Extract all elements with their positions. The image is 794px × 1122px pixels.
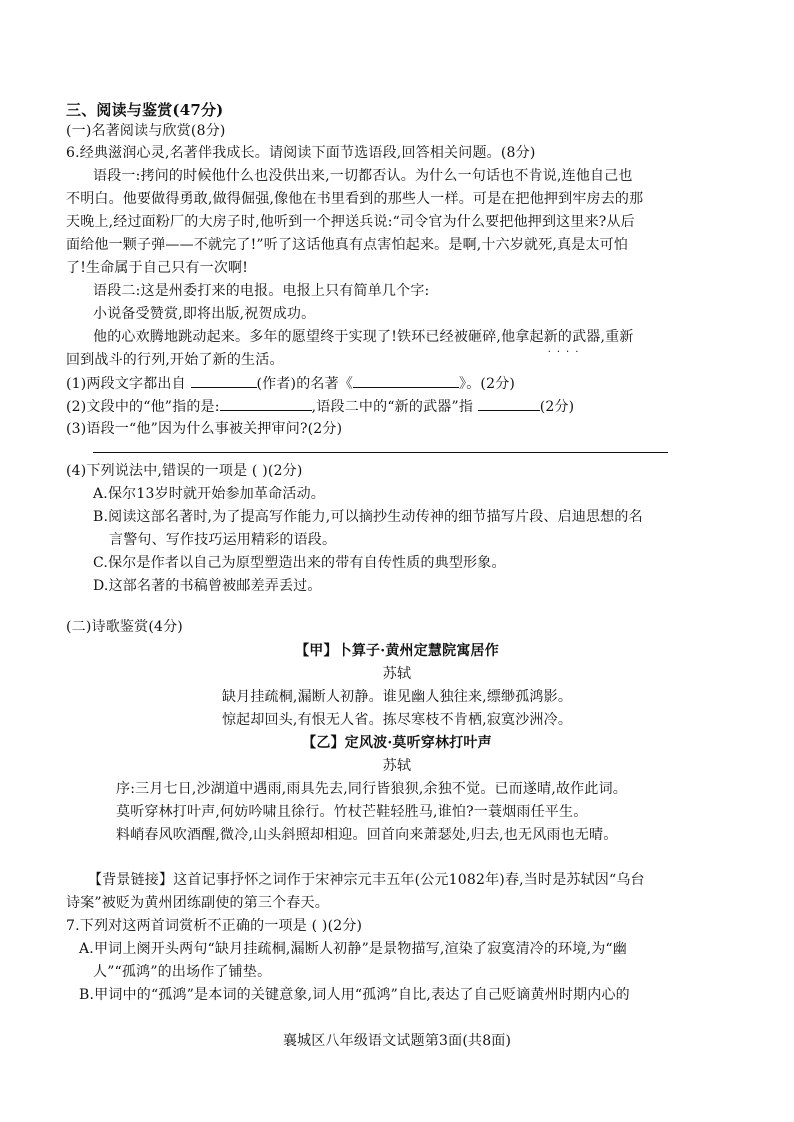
passage2-text: ,重新 bbox=[600, 329, 634, 345]
passage2-line: 回到战斗的行列,开始了新的生活。 bbox=[66, 352, 284, 368]
passage2-line bbox=[93, 327, 634, 358]
background-text: 这首记事抒怀之词作于宋神宗元丰五年(公元1082年)春,当时是苏轼因“乌台 bbox=[173, 872, 645, 888]
option: C.保尔是作者以自己为原型塑造出来的带有自传性质的典型形象。 bbox=[93, 555, 506, 571]
poem2-title: 【乙】定风波·莫听穿林打叶声 bbox=[302, 735, 492, 751]
passage1-line: 不明白。他要做得勇敢,做得倔强,像他在书里看到的那些人一样。可是在把他押到牢房去的那 bbox=[66, 191, 644, 207]
option: A.甲词上阕开头两句“缺月挂疏桐,漏断人初静”是景物描写,渲染了寂寞清冷的环境,为“幽 bbox=[79, 941, 627, 957]
poem1-title: 【甲】卜算子·黄州定慧院寓居作 bbox=[295, 643, 499, 659]
poem1-line: 惊起却回头,有恨无人省。拣尽寒枝不肯栖,寂寞沙洲冷。 bbox=[221, 712, 573, 728]
background-label: 【背景链接】 bbox=[88, 872, 174, 888]
answer-line[interactable] bbox=[93, 452, 668, 453]
emphasized-text: 新的武器 bbox=[543, 329, 601, 345]
passage2-line: 小说备受赞赏,即将出版,祝贺成功。 bbox=[93, 306, 316, 322]
q6-2-text: (2分) bbox=[539, 399, 575, 415]
poem1-line: 缺月挂疏桐,漏断人初静。谁见幽人独往来,缥缈孤鸿影。 bbox=[221, 689, 573, 705]
poem2-preface: 序:三月七日,沙湖道中遇雨,雨具先去,同行皆狼狈,余独不觉。已而遂晴,故作此词。 bbox=[116, 781, 627, 797]
question-6-3: (3)语段一“他”因为什么事被关押审问?(2分) bbox=[66, 421, 343, 437]
poem2-line: 料峭春风吹酒醒,微冷,山头斜照却相迎。回首向来萧瑟处,归去,也无风雨也无晴。 bbox=[116, 827, 618, 843]
book-title-blank[interactable] bbox=[353, 373, 459, 388]
emphasis-dots: ···· bbox=[547, 347, 585, 358]
passage2-text: 他的心欢腾地跳动起来。多年的愿望终于实现了!铁环已经被砸碎,他拿起 bbox=[93, 329, 544, 345]
background-line bbox=[88, 870, 645, 890]
option: D.这部名著的书稿曾被邮差弄丢过。 bbox=[93, 578, 322, 594]
page-footer: 襄城区八年级语文试题第3面(共8面) bbox=[282, 1033, 512, 1049]
q6-2-text: ,语段二中的“新的武器”指 bbox=[311, 399, 474, 415]
new-weapon-blank[interactable] bbox=[478, 396, 540, 411]
q6-1-text: (作者)的名著《 bbox=[256, 376, 354, 392]
option: B.甲词中的“孤鸿”是本词的关键意象,词人用“孤鸿”自比,表达了自己贬谪黄州时期内心的 bbox=[79, 987, 630, 1003]
question-6-1 bbox=[66, 373, 515, 394]
q6-2-text: (2)文段中的“他”指的是: bbox=[66, 399, 220, 415]
poem2-author: 苏轼 bbox=[382, 758, 412, 774]
q6-1-text: (1)两段文字都出自 bbox=[66, 376, 186, 392]
he-refers-blank[interactable] bbox=[220, 396, 312, 411]
option: B.阅读这部名著时,为了提高写作能力,可以摘抄生动传神的细节描写片段、启迪思想的名 bbox=[93, 509, 643, 525]
question-6: 6.经典滋润心灵,名著伴我成长。请阅读下面节选语段,回答相关问题。(8分) bbox=[66, 145, 536, 161]
question-6-2 bbox=[66, 396, 574, 417]
option: A.保尔13岁时就开始参加革命活动。 bbox=[93, 486, 325, 502]
poem1-author: 苏轼 bbox=[382, 666, 412, 682]
passage2-line: 语段二:这是州委打来的电报。电报上只有简单几个字: bbox=[93, 283, 430, 299]
option: 言警句、写作技巧运用精彩的语段。 bbox=[109, 532, 337, 548]
passage1-line: 天晚上,经过面粉厂的大房子时,他听到一个押送兵说:“司令官为什么要把他押到这里来?从后 bbox=[66, 214, 635, 230]
background-line: 诗案”被贬为黄州团练副使的第三个春天。 bbox=[66, 895, 329, 911]
passage1-line: 语段一:拷问的时候他什么也没供出来,一切都否认。为什么一句话也不肯说,连他自己也 bbox=[93, 168, 633, 184]
question-6-4: (4)下列说法中,错误的一项是 ( )(2分) bbox=[66, 463, 303, 479]
part1-heading: (一)名著阅读与欣赏(8分) bbox=[66, 123, 226, 139]
passage1-line: 面给他一颗子弹——不就完了!”听了这话他真有点害怕起来。是啊,十六岁就死,真是太可怕 bbox=[66, 237, 629, 253]
question-7: 7.下列对这两首词赏析不正确的一项是 ( )(2分) bbox=[66, 918, 363, 934]
option: 人”“孤鸿”的出场作了铺垫。 bbox=[93, 964, 272, 980]
passage1-line: 了!生命属于自己只有一次啊! bbox=[66, 260, 249, 276]
q6-1-text: 》。(2分) bbox=[459, 376, 516, 392]
poem2-line: 莫听穿林打叶声,何妨吟啸且徐行。竹杖芒鞋轻胜马,谁怕?一蓑烟雨任平生。 bbox=[116, 804, 588, 820]
author-blank[interactable] bbox=[191, 373, 257, 388]
section-title: 三、阅读与鉴赏(47分) bbox=[66, 101, 224, 119]
part2-heading: (二)诗歌鉴赏(4分) bbox=[66, 619, 183, 635]
emphasized-phrase bbox=[543, 329, 601, 358]
